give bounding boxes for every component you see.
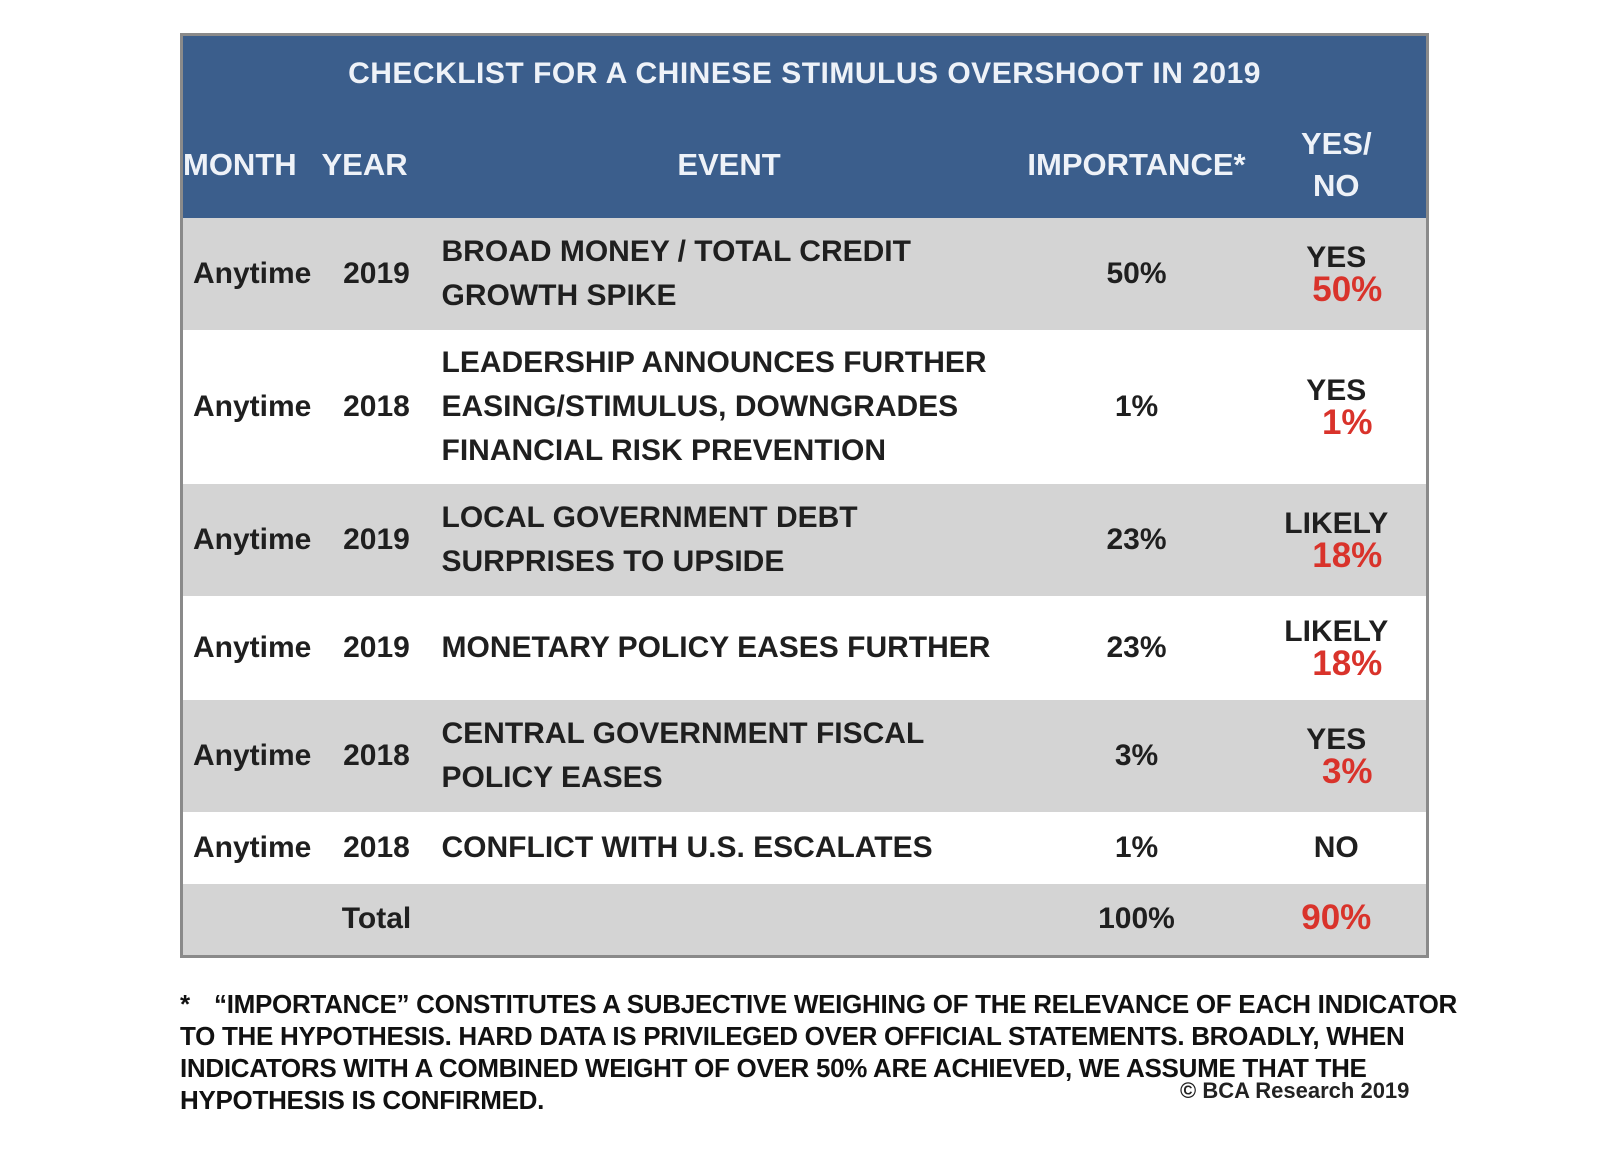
table-row <box>182 700 1428 812</box>
header-event: EVENT <box>432 112 1027 218</box>
row-importance: 3% <box>1027 700 1247 812</box>
table-row <box>182 812 1428 884</box>
total-row <box>182 884 1428 956</box>
row-month: Anytime <box>182 812 322 884</box>
score-value: 1% <box>1321 403 1373 442</box>
row-importance: 50% <box>1027 218 1247 330</box>
total-label: Total <box>322 884 432 956</box>
total-score-cell <box>1247 884 1428 956</box>
header-year: YEAR <box>322 112 432 218</box>
row-answer <box>1247 218 1428 330</box>
score-value: 3% <box>1321 752 1373 791</box>
row-answer <box>1247 596 1428 700</box>
checklist-table <box>180 33 1429 958</box>
row-event: MONETARY POLICY EASES FURTHER <box>432 596 1027 700</box>
title-row <box>182 35 1428 113</box>
header-month: MONTH <box>182 112 322 218</box>
row-event <box>432 484 1027 596</box>
row-month: Anytime <box>182 700 322 812</box>
score-value: 50% <box>1312 270 1383 309</box>
header-row <box>182 112 1428 218</box>
row-event <box>432 700 1027 812</box>
row-year: 2019 <box>322 596 432 700</box>
footnote-text: “IMPORTANCE” CONSTITUTES A SUBJECTIVE WEIGHING OF THE RELEVANCE OF EACH INDICATOR TO THE HYPOTHESIS. HARD DATA IS PRIVILEGED OVER OFFICIAL STATEMENTS. BROADLY, WHEN INDICATORS WITH A COMBINED WEIGHT OF OVER 50% ARE ACHIEVED, WE ASSUME THAT THE HYPOTHESIS IS CONFIRMED. <box>180 989 1458 1115</box>
score-value: 18% <box>1312 644 1383 683</box>
row-answer <box>1247 330 1428 484</box>
score-value: 18% <box>1312 536 1383 575</box>
header-yes-no-label: YES/ NO <box>1300 126 1372 203</box>
row-answer <box>1247 700 1428 812</box>
table-row <box>182 484 1428 596</box>
row-answer <box>1247 812 1428 884</box>
row-year: 2019 <box>322 484 432 596</box>
answer-label: YES <box>1306 723 1367 756</box>
answer-label: YES <box>1306 241 1367 274</box>
row-answer <box>1247 484 1428 596</box>
header-yes-no <box>1247 112 1428 218</box>
table-row <box>182 218 1428 330</box>
total-spacer <box>182 884 322 956</box>
row-year: 2018 <box>322 700 432 812</box>
row-event-text: LEADERSHIP ANNOUNCES FURTHER EASING/STIMULUS, DOWNGRADES FINANCIAL RISK PREVENTION <box>441 346 987 467</box>
footnote-marker: * <box>180 989 190 1019</box>
row-month: Anytime <box>182 596 322 700</box>
table-row <box>182 330 1428 484</box>
row-importance: 23% <box>1027 484 1247 596</box>
row-year: 2018 <box>322 330 432 484</box>
row-event <box>432 218 1027 330</box>
table-title: CHECKLIST FOR A CHINESE STIMULUS OVERSHOOT IN 2019 <box>182 35 1428 113</box>
row-month: Anytime <box>182 218 322 330</box>
answer-label: LIKELY <box>1284 507 1389 540</box>
row-event-text: CENTRAL GOVERNMENT FISCAL POLICY EASES <box>441 717 924 794</box>
row-year: 2018 <box>322 812 432 884</box>
row-month: Anytime <box>182 330 322 484</box>
answer-label: LIKELY <box>1284 615 1389 648</box>
row-importance: 23% <box>1027 596 1247 700</box>
answer-label: YES <box>1306 374 1367 407</box>
total-score: 90% <box>1301 898 1372 938</box>
row-event: CONFLICT WITH U.S. ESCALATES <box>432 812 1027 884</box>
row-event <box>432 330 1027 484</box>
total-importance: 100% <box>1027 884 1247 956</box>
row-year: 2019 <box>322 218 432 330</box>
header-importance: IMPORTANCE* <box>1027 112 1247 218</box>
copyright-notice: © BCA Research 2019 <box>1180 1078 1410 1103</box>
table-row <box>182 596 1428 700</box>
total-event-spacer <box>432 884 1027 956</box>
answer-label: NO <box>1313 831 1359 864</box>
row-month: Anytime <box>182 484 322 596</box>
row-event-text: BROAD MONEY / TOTAL CREDIT GROWTH SPIKE <box>441 235 911 312</box>
row-event-text: LOCAL GOVERNMENT DEBT SURPRISES TO UPSIDE <box>441 501 858 578</box>
row-importance: 1% <box>1027 812 1247 884</box>
row-importance: 1% <box>1027 330 1247 484</box>
